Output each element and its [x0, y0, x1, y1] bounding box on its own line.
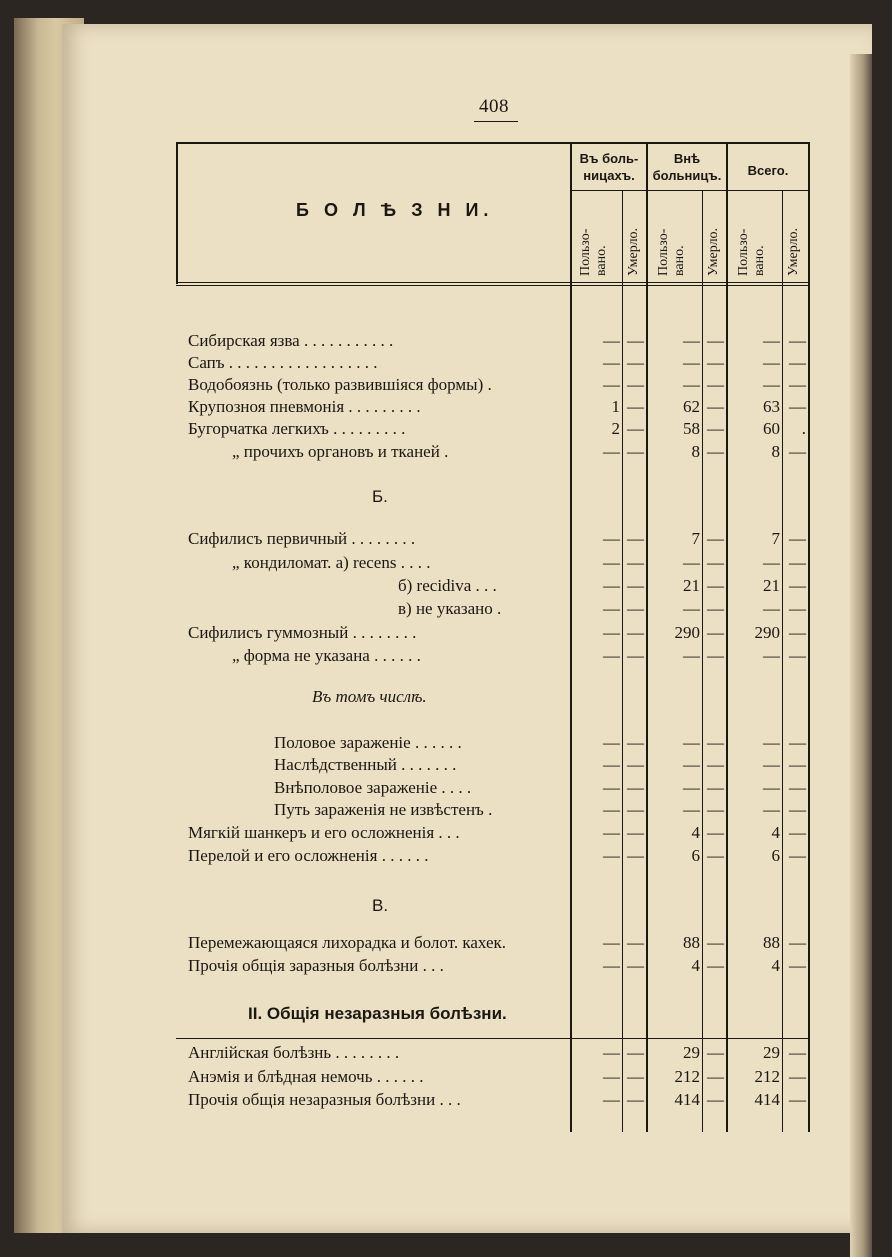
row-value: —	[763, 331, 780, 350]
row-value: —	[627, 623, 644, 642]
col-rule-5	[726, 142, 728, 1132]
row-value: —	[707, 778, 724, 797]
row-label: Прочія общія незаразныя болѣзни . . .	[188, 1090, 461, 1109]
row-value: 7	[691, 529, 700, 548]
row-value: 290	[754, 623, 780, 642]
row-value: —	[627, 353, 644, 372]
row-value: 6	[771, 846, 780, 865]
row-value: —	[627, 599, 644, 618]
row-value: —	[789, 623, 806, 642]
table-right-rule	[808, 142, 810, 1132]
row-label: Перелой и его осложненія . . . . . .	[188, 846, 429, 865]
row-value: 62	[683, 397, 700, 416]
row-value: 2	[611, 419, 620, 438]
page-number-rule	[474, 121, 518, 122]
row-label: Перемежающаяся лихорадка и болот. кахек.	[188, 933, 507, 952]
group-heading-hospitals: Въ боль- ницахъ.	[579, 151, 639, 183]
row-value: —	[627, 576, 644, 595]
row-value: —	[683, 553, 700, 572]
row-value: —	[707, 646, 724, 665]
row-value: —	[603, 956, 620, 975]
row-value: —	[789, 576, 806, 595]
italic-note: Въ томъ числѣ.	[312, 687, 427, 706]
row-value: —	[707, 1067, 724, 1086]
row-label: „ кондиломат. а) recens . . . .	[232, 553, 431, 572]
row-value: 88	[763, 933, 780, 952]
row-value: —	[707, 576, 724, 595]
row-value: —	[683, 778, 700, 797]
row-value: —	[627, 375, 644, 394]
row-value: —	[763, 353, 780, 372]
row-value: —	[627, 778, 644, 797]
header-bottom-rule-2	[176, 285, 810, 286]
col-rule-3	[646, 142, 648, 1132]
row-value: —	[603, 529, 620, 548]
row-value: —	[789, 846, 806, 865]
subheader-used-1: Пользо- вано.	[578, 228, 609, 276]
row-label: Путь зараженія не извѣстенъ .	[274, 800, 493, 819]
row-value: —	[789, 733, 806, 752]
row-value: —	[763, 755, 780, 774]
row-value: 29	[683, 1043, 700, 1062]
row-value: —	[707, 353, 724, 372]
row-value: 290	[674, 623, 700, 642]
row-value: —	[683, 800, 700, 819]
row-value: —	[707, 623, 724, 642]
row-value: —	[763, 800, 780, 819]
subheader-used-2: Пользо- вано.	[656, 228, 687, 276]
row-value: 21	[683, 576, 700, 595]
row-value: —	[707, 733, 724, 752]
row-value: —	[789, 331, 806, 350]
row-label: Сифилисъ гуммозный . . . . . . . .	[188, 623, 417, 642]
row-label: Анэмія и блѣдная немочь . . . . . .	[188, 1067, 424, 1086]
section-letter-b: Б.	[372, 487, 388, 506]
row-value: —	[603, 733, 620, 752]
row-label: в) не указано .	[398, 599, 502, 618]
row-value: 4	[771, 823, 780, 842]
row-value: —	[789, 529, 806, 548]
row-value: 4	[771, 956, 780, 975]
row-value: —	[683, 375, 700, 394]
row-value: 212	[754, 1067, 780, 1086]
row-value: —	[707, 800, 724, 819]
row-value: —	[707, 419, 724, 438]
row-value: —	[707, 397, 724, 416]
row-value: —	[789, 599, 806, 618]
row-value: —	[683, 599, 700, 618]
row-label: Внѣполовое зараженіе . . . .	[274, 778, 472, 797]
row-value: 63	[763, 397, 780, 416]
row-value: —	[763, 553, 780, 572]
row-value: —	[789, 956, 806, 975]
row-value: —	[603, 331, 620, 350]
row-value: —	[603, 442, 620, 461]
section-ii-title: II. Общія незаразныя болѣзни.	[248, 1004, 507, 1023]
row-value: —	[789, 933, 806, 952]
row-value: —	[683, 353, 700, 372]
row-value: —	[707, 553, 724, 572]
row-value: —	[707, 599, 724, 618]
row-value: 4	[691, 956, 700, 975]
row-value: —	[683, 733, 700, 752]
row-value: —	[789, 375, 806, 394]
row-value: —	[627, 419, 644, 438]
row-value: —	[707, 375, 724, 394]
row-value: 414	[674, 1090, 700, 1109]
row-value: —	[603, 1067, 620, 1086]
row-label: Крупозноя пневмонія . . . . . . . . .	[188, 397, 421, 416]
row-value: —	[603, 375, 620, 394]
page-right-edge	[850, 54, 872, 1257]
row-label: Мягкій шанкеръ и его осложненія . . .	[188, 823, 460, 842]
row-value: —	[707, 755, 724, 774]
row-label: Половое зараженіе . . . . . .	[274, 733, 462, 752]
row-value: 8	[771, 442, 780, 461]
row-value: —	[707, 823, 724, 842]
col-rule-1	[570, 142, 572, 1132]
row-value: —	[763, 375, 780, 394]
row-value: —	[627, 442, 644, 461]
row-value: 6	[691, 846, 700, 865]
row-value: —	[603, 599, 620, 618]
subheader-died-2: Умерло.	[706, 227, 721, 276]
row-value: 60	[763, 419, 780, 438]
row-value: —	[603, 646, 620, 665]
row-value: —	[627, 1043, 644, 1062]
row-value: —	[627, 646, 644, 665]
row-value: —	[603, 353, 620, 372]
row-value: —	[707, 846, 724, 865]
page-number: 408	[479, 96, 509, 117]
row-value: —	[603, 846, 620, 865]
row-value: 212	[674, 1067, 700, 1086]
row-value: —	[603, 576, 620, 595]
row-value: 21	[763, 576, 780, 595]
row-value: —	[627, 733, 644, 752]
row-value: —	[627, 933, 644, 952]
row-value: —	[707, 442, 724, 461]
row-value: —	[627, 800, 644, 819]
subheader-used-3: Пользо- вано.	[736, 228, 767, 276]
row-value: —	[707, 956, 724, 975]
row-value: —	[603, 1090, 620, 1109]
row-value: —	[627, 823, 644, 842]
row-value: —	[789, 755, 806, 774]
row-value: —	[627, 397, 644, 416]
row-value: —	[683, 331, 700, 350]
row-value: —	[707, 1043, 724, 1062]
row-value: —	[603, 623, 620, 642]
row-value: —	[789, 1067, 806, 1086]
row-value: —	[789, 823, 806, 842]
row-label: Англійская болѣзнь . . . . . . . .	[188, 1043, 400, 1062]
row-value: —	[763, 646, 780, 665]
row-label: „ прочихъ органовъ и тканей .	[232, 442, 449, 461]
row-value: .	[801, 419, 806, 438]
row-value: —	[603, 933, 620, 952]
row-value: —	[603, 778, 620, 797]
section-ii-rule	[176, 1038, 810, 1039]
row-value: —	[683, 755, 700, 774]
row-label: Сифилисъ первичный . . . . . . . .	[188, 529, 416, 548]
row-label: Бугорчатка легкихъ . . . . . . . . .	[188, 419, 406, 438]
row-label: б) recidiva . . .	[398, 576, 497, 595]
section-letter-v: В.	[372, 896, 389, 915]
header-bottom-rule	[176, 282, 810, 283]
table-left-rule	[176, 142, 178, 284]
row-value: —	[627, 755, 644, 774]
row-value: —	[789, 353, 806, 372]
row-value: 88	[683, 933, 700, 952]
row-label: Наслѣдственный . . . . . . .	[274, 755, 457, 774]
row-value: —	[707, 933, 724, 952]
row-value: —	[707, 1090, 724, 1109]
row-value: —	[683, 646, 700, 665]
row-value: —	[789, 778, 806, 797]
row-value: —	[789, 800, 806, 819]
row-label: Сапъ . . . . . . . . . . . . . . . . . .	[188, 353, 378, 372]
table-main-heading: Б О Л Ѣ З Н И.	[296, 200, 494, 220]
row-value: 1	[611, 397, 620, 416]
row-value: 58	[683, 419, 700, 438]
row-value: —	[763, 778, 780, 797]
row-value: —	[789, 397, 806, 416]
row-value: —	[627, 846, 644, 865]
row-value: —	[789, 1043, 806, 1062]
row-value: —	[789, 1090, 806, 1109]
row-value: —	[603, 823, 620, 842]
row-value: 414	[754, 1090, 780, 1109]
subheader-died-1: Умерло.	[626, 227, 641, 276]
row-label: Сибирская язва . . . . . . . . . . .	[188, 331, 394, 350]
table-top-rule	[176, 142, 810, 144]
subheader-died-3: Умерло.	[786, 227, 801, 276]
row-value: —	[627, 553, 644, 572]
row-value: —	[603, 800, 620, 819]
row-label: „ форма не указана . . . . . .	[232, 646, 421, 665]
row-value: —	[627, 956, 644, 975]
group-heading-total: Всего.	[747, 163, 789, 178]
row-value: —	[789, 646, 806, 665]
row-value: 29	[763, 1043, 780, 1062]
row-label: Водобоязнь (только развившіяся формы) .	[188, 375, 492, 394]
row-value: —	[627, 1067, 644, 1086]
row-label: Прочія общія заразныя болѣзни . . .	[188, 956, 444, 975]
row-value: 7	[771, 529, 780, 548]
row-value: —	[763, 599, 780, 618]
row-value: —	[763, 733, 780, 752]
row-value: —	[789, 442, 806, 461]
group-heading-outside: Внѣ больницъ.	[652, 151, 722, 183]
row-value: —	[603, 755, 620, 774]
row-value: —	[707, 331, 724, 350]
row-value: 8	[691, 442, 700, 461]
row-value: 4	[691, 823, 700, 842]
row-value: —	[603, 553, 620, 572]
row-value: —	[627, 1090, 644, 1109]
row-value: —	[627, 529, 644, 548]
row-value: —	[707, 529, 724, 548]
row-value: —	[603, 1043, 620, 1062]
group-underline	[570, 190, 808, 191]
row-value: —	[627, 331, 644, 350]
row-value: —	[789, 553, 806, 572]
